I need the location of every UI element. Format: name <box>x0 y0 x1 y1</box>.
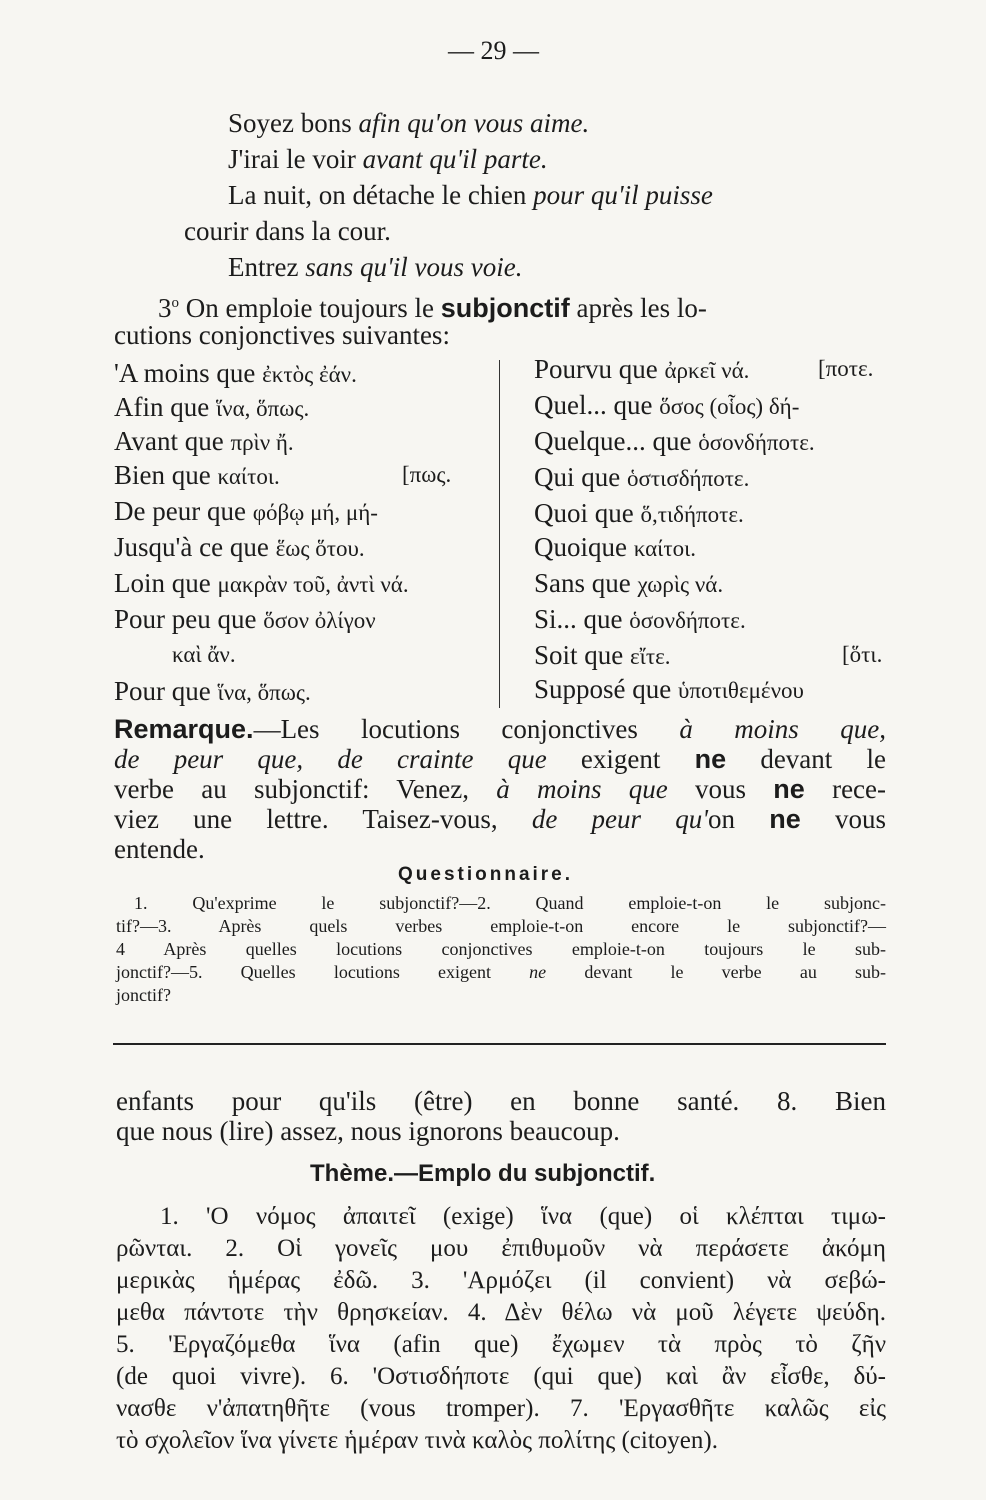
questionnaire-line-3: 4 Après quelles locutions conjonctives emploie-t-on toujours le sub- <box>116 939 886 959</box>
remarque-line-5: entende. <box>114 834 205 864</box>
locution-right-1-extra: [ποτε. <box>818 356 874 381</box>
example-line-2: J'irai le voir avant qu'il parte. <box>228 144 548 174</box>
locution-left-4-extra: [πως. <box>402 462 452 487</box>
example-line-3: La nuit, on détache le chien pour qu'il puisse <box>228 180 713 210</box>
questionnaire-title: Questionnaire. <box>398 864 574 885</box>
locution-left-1: 'A moins que ἐκτὸς ἐάν. <box>114 358 357 388</box>
locution-left-6: Jusqu'à ce que ἕως ὅτου. <box>114 532 365 562</box>
locution-right-4: Qui que ὁστισδήποτε. <box>534 462 750 492</box>
questionnaire-line-2: tif?—3. Après quels verbes emploie-t-on encore le subjonctif?— <box>116 916 886 936</box>
remarque-line-2: de peur que, de crainte que exigent ne devant le <box>114 744 886 774</box>
theme-line-4: μεθα πάντοτε τὴν θρησκείαν. 4. Δὲν θέλω νὰ μοῦ λέγετε ψεύδη. <box>116 1299 886 1326</box>
remarque-line-3: verbe au subjonctif: Venez, à moins que vous ne rece- <box>114 774 887 804</box>
locution-right-1: Pourvu que ἀρκεῖ νά. <box>534 354 750 384</box>
theme-line-7: νασθε ν'ἀπατηθῆτε (vous tromper). 7. 'Εργασθῆτε καλῶς εἰς <box>116 1395 886 1422</box>
locution-right-8: Si... que ὁσονδήποτε. <box>534 604 746 634</box>
locution-right-6: Quoique καίτοι. <box>534 532 697 562</box>
locution-right-2: Quel... que ὅσος (οἷος) δή- <box>534 390 800 420</box>
remarque-line-4: viez une lettre. Taisez-vous, de peur qu'on ne vous <box>114 804 887 834</box>
theme-line-3: μερικὰς ἡμέρας ἐδῶ. 3. 'Αρμόζει (il convient) νὰ σεβώ- <box>116 1267 886 1294</box>
locution-right-10: Supposé que ὑποτιθεμένου <box>534 674 804 704</box>
locution-right-9: Soit que εἴτε. <box>534 640 671 670</box>
theme-title: Thème.—Emplo du subjonctif. <box>310 1160 656 1187</box>
column-separator <box>499 360 500 708</box>
example-line-4: courir dans la cour. <box>184 216 391 246</box>
locution-right-5: Quoi que ὅ,τιδήποτε. <box>534 498 744 528</box>
locution-left-8: Pour peu que ὅσον ὀλίγον <box>114 604 376 634</box>
questionnaire-line-5: jonctif? <box>116 985 171 1005</box>
locution-left-3: Avant que πρὶν ἤ. <box>114 426 294 456</box>
locution-left-9: καὶ ἄν. <box>172 642 236 667</box>
questionnaire-line-4: jonctif?—5. Quelles locutions exigent ne devant le verbe au sub- <box>116 962 887 982</box>
theme-line-8: τὸ σχολεῖον ἵνα γίνετε ἡμέραν τινὰ καλὸς πολίτης (citoyen). <box>116 1427 718 1454</box>
theme-line-5: 5. 'Εργαζόμεθα ἵνα (afin que) ἔχωμεν τὰ πρὸς τὸ ζῆν <box>116 1331 886 1358</box>
bottom-line-2: que nous (lire) assez, nous ignorons beaucoup. <box>116 1116 620 1146</box>
locution-left-4: Bien que καίτοι. <box>114 460 280 490</box>
rule-3-line-1: 3$^o$ On emploie toujours le subjonctif après les lo- <box>158 293 707 323</box>
theme-line-2: ρῶνται. 2. Οἱ γονεῖς μου ἐπιθυμοῦν νὰ περάσετε ἀκόμη <box>116 1235 886 1262</box>
example-line-5: Entrez sans qu'il vous voie. <box>228 252 523 282</box>
bottom-line-1: enfants pour qu'ils (être) en bonne santé. 8. Bien <box>116 1086 886 1116</box>
locution-right-3: Quelque... que ὁσονδήποτε. <box>534 426 815 456</box>
locution-right-9-extra: [ὅτι. <box>842 642 883 667</box>
rule-3-line-2: cutions conjonctives suivantes: <box>114 320 450 350</box>
locution-left-5: De peur que φόβῳ μή, μή- <box>114 496 378 526</box>
remarque-line-1: Remarque.—Les locutions conjonctives à moins que, <box>114 714 886 744</box>
example-line-1: Soyez bons afin qu'on vous aime. <box>228 108 590 138</box>
theme-line-6: (de quoi vivre). 6. 'Οστισδήποτε (qui que) καὶ ἂν εἶσθε, δύ- <box>116 1363 886 1390</box>
locution-left-10: Pour que ἵνα, ὅπως. <box>114 676 311 706</box>
locution-left-2: Afin que ἵνα, ὅπως. <box>114 392 310 422</box>
page-number: — 29 — <box>448 36 539 65</box>
locution-left-7: Loin que μακρὰν τοῦ, ἀντὶ νά. <box>114 568 409 598</box>
theme-line-1: 1. 'Ο νόμος ἀπαιτεῖ (exige) ἵνα (que) οἱ κλέπται τιμω- <box>160 1203 886 1230</box>
locution-right-7: Sans que χωρὶς νά. <box>534 568 724 598</box>
horizontal-rule <box>113 1043 886 1045</box>
questionnaire-line-1: 1. Qu'exprime le subjonctif?—2. Quand emploie-t-on le subjonc- <box>134 893 886 913</box>
